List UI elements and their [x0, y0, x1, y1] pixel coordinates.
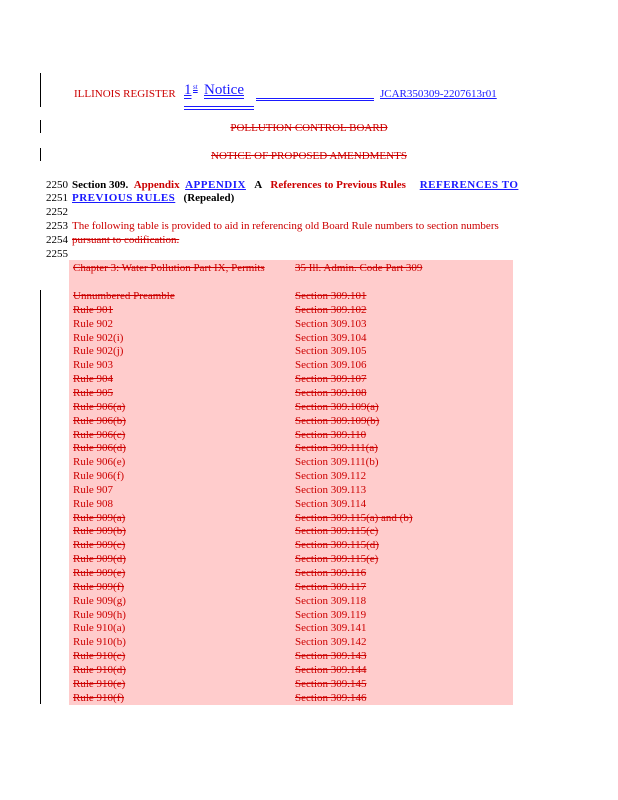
section-cell: Section 309.104 [295, 331, 367, 344]
section-cell: Section 309.115(a) and (b) [295, 511, 413, 524]
section-cell: Section 309.111(b) [295, 456, 379, 469]
repealed-label: (Repealed) [183, 192, 235, 204]
old-rule-cell: Unnumbered Preamble [73, 290, 175, 302]
line-number: 2251 [46, 192, 68, 204]
section-cell: Section 309.101 [295, 290, 367, 302]
section-cell: Section 309.142 [295, 636, 367, 649]
old-rule-cell: Rule 909(e) [73, 567, 126, 579]
old-rule-cell: Rule 909(h) [73, 608, 126, 621]
section-cell: Section 309.114 [295, 497, 367, 510]
line-2251 [46, 192, 234, 205]
issue-superscript: st [193, 83, 198, 91]
old-rule-cell: Rule 903 [73, 359, 114, 372]
change-bar [40, 148, 41, 161]
register-label: ILLINOIS REGISTER [74, 88, 176, 100]
old-rule-cell: Rule 906(b) [73, 414, 126, 427]
refs-deleted: References to Previous Rules [270, 179, 406, 191]
old-rule-cell: Rule 906(e) [73, 456, 126, 469]
board-title: POLLUTION CONTROL BOARD [230, 122, 388, 134]
line-2252 [46, 206, 72, 219]
intro-text-deleted: pursuant to codification. [72, 234, 180, 246]
section-cell: Section 309.103 [295, 317, 367, 330]
section-cell: Section 309.119 [295, 608, 367, 621]
line-number: 2252 [46, 206, 68, 218]
intro-text: The following table is provided to aid in referencing old Board Rule numbers to section numbers [72, 220, 499, 232]
old-rule-cell: Rule 909(b) [73, 525, 126, 538]
old-rule-cell: Rule 902 [73, 317, 114, 330]
section-cell: Section 309.109(b) [295, 414, 380, 427]
old-rule-cell: Rule 906(c) [73, 428, 126, 441]
page-header [74, 84, 544, 110]
table-header: 35 Ill. Admin. Code Part 309 [295, 262, 423, 274]
line-number: 2250 [46, 179, 68, 191]
section-cell: Section 309.106 [295, 359, 367, 372]
section-cell: Section 309.115(c) [295, 525, 379, 538]
old-rule-cell: Rule 909(g) [73, 594, 126, 607]
section-cell: Section 309.146 [295, 691, 367, 704]
old-rule-cell: Rule 910(a) [73, 622, 126, 635]
old-rule-cell: Rule 909(a) [73, 511, 126, 524]
section-label: Section 309. [72, 179, 129, 191]
section-cell: Section 309.109(a) [295, 400, 379, 413]
old-rule-cell: Rule 909(f) [73, 580, 125, 593]
old-rule-cell: Rule 901 [73, 303, 114, 316]
jcar-code: JCAR350309-2207613r01 [380, 88, 497, 100]
section-cell: Section 309.141 [295, 622, 367, 635]
change-bar [40, 120, 41, 133]
old-rule-cell: Rule 907 [73, 483, 114, 496]
refs-inserted: REFERENCES TO [419, 179, 519, 191]
old-rule-cell: Rule 910(c) [73, 650, 126, 663]
old-rule-cell: Rule 910(d) [73, 663, 126, 676]
header-rule [256, 98, 374, 101]
old-rule-cell: Rule 906(d) [73, 442, 126, 455]
line-2250 [46, 179, 518, 192]
old-rule-cell: Rule 910(f) [73, 691, 125, 704]
issue-number: 1 [184, 82, 192, 98]
line-2254 [46, 234, 179, 247]
old-rule-cell: Rule 909(c) [73, 539, 126, 552]
notice-title: NOTICE OF PROPOSED AMENDMENTS [211, 150, 407, 162]
section-cell: Section 309.143 [295, 650, 367, 663]
section-cell: Section 309.107 [295, 373, 367, 386]
refs-inserted-cont: PREVIOUS RULES [72, 192, 176, 204]
section-cell: Section 309.116 [295, 567, 367, 579]
line-number: 2255 [46, 248, 68, 260]
section-cell: Section 309.117 [295, 580, 367, 593]
appendix-inserted: APPENDIX [185, 179, 246, 191]
notice-label: Notice [204, 82, 244, 98]
header-underline [184, 109, 254, 110]
change-bar [40, 73, 41, 107]
section-cell: Section 309.105 [295, 345, 367, 358]
section-cell: Section 309.113 [295, 483, 367, 496]
section-cell: Section 309.102 [295, 303, 367, 316]
section-cell: Section 309.115(e) [295, 553, 379, 566]
old-rule-cell: Rule 909(d) [73, 553, 126, 566]
old-rule-cell: Rule 904 [73, 373, 114, 386]
line-number: 2254 [46, 234, 68, 246]
old-rule-cell: Rule 905 [73, 386, 114, 399]
old-rule-cell: Rule 902(j) [73, 345, 124, 358]
appendix-letter: A [254, 179, 263, 191]
section-cell: Section 309.110 [295, 428, 367, 441]
old-rule-cell: Rule 902(i) [73, 331, 124, 344]
old-rule-cell: Rule 910(b) [73, 636, 126, 649]
line-2253 [46, 220, 499, 233]
section-cell: Section 309.118 [295, 594, 367, 607]
change-bar [40, 290, 41, 704]
old-rule-cell: Rule 910(e) [73, 677, 126, 690]
section-cell: Section 309.108 [295, 386, 367, 399]
section-cell: Section 309.111(a) [295, 442, 378, 455]
section-cell: Section 309.112 [295, 470, 367, 483]
old-rule-cell: Rule 906(f) [73, 470, 125, 483]
old-rule-cell: Rule 908 [73, 497, 114, 510]
line-number: 2253 [46, 220, 68, 232]
rule-reference-table [69, 260, 513, 705]
appendix-deleted: Appendix [133, 179, 180, 191]
section-cell: Section 309.144 [295, 663, 367, 676]
section-cell: Section 309.145 [295, 677, 367, 690]
header-underline [184, 106, 254, 107]
section-cell: Section 309.115(d) [295, 539, 379, 552]
table-header: Chapter 3: Water Pollution Part IX, Permits [73, 262, 265, 274]
old-rule-cell: Rule 906(a) [73, 400, 126, 413]
